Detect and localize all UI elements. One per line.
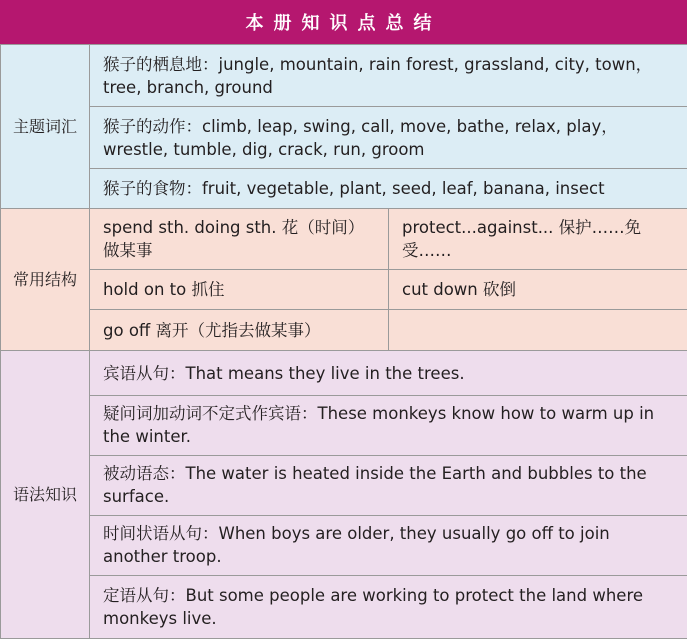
grammar-row <box>1 455 687 515</box>
page-title: 本册知识点总结 <box>0 0 687 44</box>
grammar-item: 宾语从句：That means they live in the trees. <box>90 351 687 395</box>
structure-item: protect...against... 保护……免受…… <box>389 209 687 270</box>
grammar-item: 定语从句：But some people are working to protect the land where monkeys live. <box>90 575 687 638</box>
grammar-label: 语法知识 <box>1 351 90 639</box>
grammar-row <box>1 351 687 395</box>
summary-table <box>0 44 687 639</box>
grammar-item: 被动语态：The water is heated inside the Earth and bubbles to the surface. <box>90 455 687 515</box>
vocab-label: 主题词汇 <box>1 45 90 209</box>
vocab-food: 猴子的食物：fruit, vegetable, plant, seed, leaf, banana, insect <box>90 169 687 209</box>
structures-label: 常用结构 <box>1 209 90 351</box>
structure-row <box>1 270 687 310</box>
structure-item: cut down 砍倒 <box>389 270 687 310</box>
vocab-row <box>1 45 687 107</box>
grammar-row <box>1 395 687 455</box>
structure-item: hold on to 抓住 <box>90 270 389 310</box>
vocab-actions: 猴子的动作：climb, leap, swing, call, move, bathe, relax, play，wrestle, tumble, dig, crack, run, groom <box>90 107 687 169</box>
structure-item: go off 离开（尤指去做某事） <box>90 310 389 351</box>
grammar-item: 时间状语从句：When boys are older, they usually go off to join another troop. <box>90 515 687 575</box>
grammar-row <box>1 575 687 638</box>
vocab-habitat: 猴子的栖息地：jungle, mountain, rain forest, grassland, city, town，tree, branch, ground <box>90 45 687 107</box>
grammar-row <box>1 515 687 575</box>
vocab-row <box>1 169 687 209</box>
structure-item: spend sth. doing sth. 花（时间）做某事 <box>90 209 389 270</box>
structure-item <box>389 310 687 351</box>
vocab-row <box>1 107 687 169</box>
grammar-item: 疑问词加动词不定式作宾语：These monkeys know how to warm up in the winter. <box>90 395 687 455</box>
structure-row <box>1 209 687 270</box>
structure-row <box>1 310 687 351</box>
